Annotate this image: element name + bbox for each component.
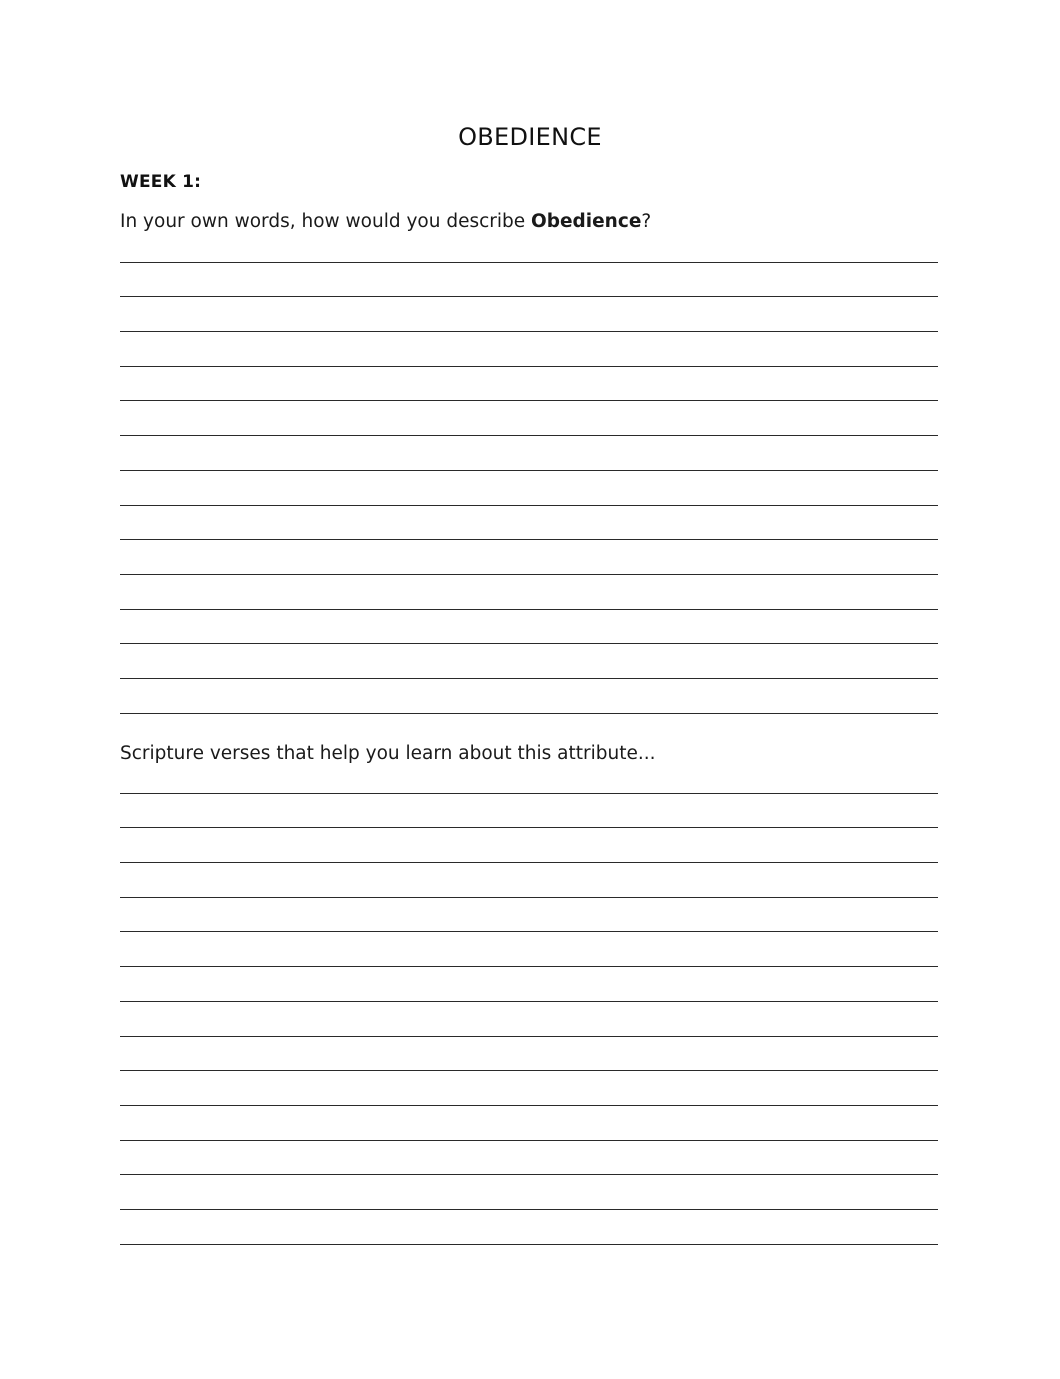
scripture-writing-line[interactable] xyxy=(120,967,938,1002)
answer-writing-line[interactable] xyxy=(120,506,938,541)
scripture-lines xyxy=(120,759,938,1245)
scripture-writing-line[interactable] xyxy=(120,1002,938,1037)
answer-writing-line[interactable] xyxy=(120,332,938,367)
answer-writing-line[interactable] xyxy=(120,610,938,645)
answer-lines xyxy=(120,228,938,714)
scripture-writing-line[interactable] xyxy=(120,1071,938,1106)
answer-writing-line[interactable] xyxy=(120,401,938,436)
scripture-writing-line[interactable] xyxy=(120,932,938,967)
scripture-writing-line[interactable] xyxy=(120,1210,938,1245)
week-label: WEEK 1: xyxy=(120,172,202,192)
scripture-writing-line[interactable] xyxy=(120,794,938,829)
answer-writing-line[interactable] xyxy=(120,471,938,506)
question-suffix: ? xyxy=(641,211,652,232)
answer-writing-line[interactable] xyxy=(120,367,938,402)
answer-writing-line[interactable] xyxy=(120,679,938,714)
scripture-writing-line[interactable] xyxy=(120,898,938,933)
scripture-writing-line[interactable] xyxy=(120,1141,938,1176)
scripture-writing-line[interactable] xyxy=(120,1037,938,1072)
answer-writing-line[interactable] xyxy=(120,575,938,610)
question-prefix: In your own words, how would you describe xyxy=(120,211,532,232)
scripture-writing-line[interactable] xyxy=(120,863,938,898)
scripture-prompt: Scripture verses that help you learn about this attribute... xyxy=(120,743,656,764)
answer-writing-line[interactable] xyxy=(120,644,938,679)
answer-writing-line[interactable] xyxy=(120,263,938,298)
answer-writing-line[interactable] xyxy=(120,297,938,332)
scripture-writing-line[interactable] xyxy=(120,759,938,794)
question-emphasis: Obedience xyxy=(531,211,642,232)
scripture-writing-line[interactable] xyxy=(120,1175,938,1210)
scripture-writing-line[interactable] xyxy=(120,1106,938,1141)
answer-writing-line[interactable] xyxy=(120,540,938,575)
page-title: OBEDIENCE xyxy=(458,123,602,151)
answer-writing-line[interactable] xyxy=(120,436,938,471)
answer-writing-line[interactable] xyxy=(120,228,938,263)
scripture-writing-line[interactable] xyxy=(120,828,938,863)
